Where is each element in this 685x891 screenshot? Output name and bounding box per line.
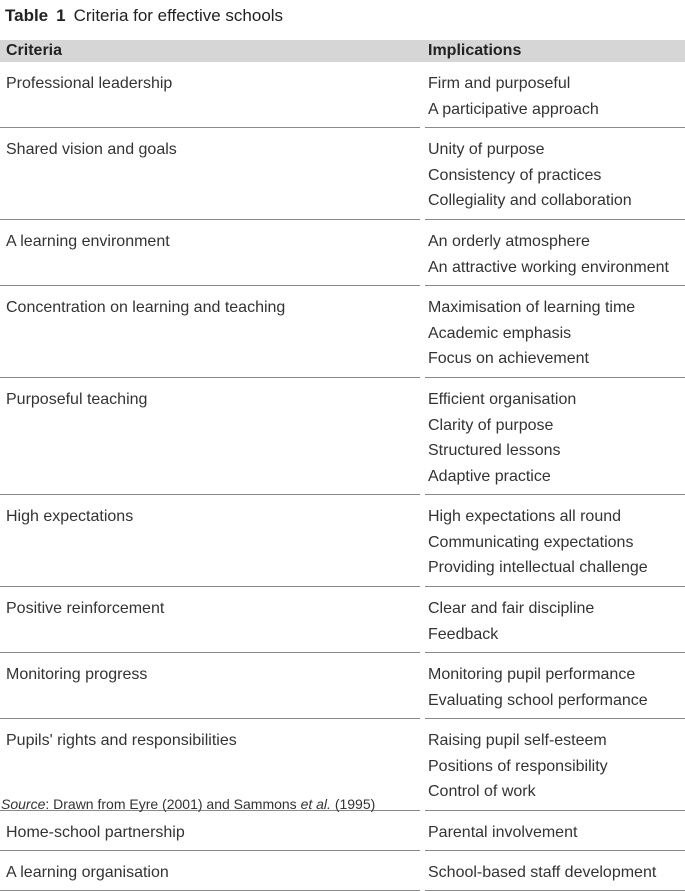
implications-cell (428, 860, 656, 886)
criteria-cell: Purposeful teaching (6, 391, 148, 408)
table-row (0, 62, 685, 128)
source-prefix: Source (1, 796, 46, 812)
implications-cell (428, 387, 576, 490)
table-row (0, 851, 685, 891)
implications-cell (428, 295, 635, 372)
implications-cell (428, 137, 632, 214)
criteria-cell: Professional leadership (6, 75, 173, 92)
criteria-cell: High expectations (6, 508, 134, 525)
implication-item: A participative approach (428, 100, 599, 118)
criteria-cell: Shared vision and goals (6, 141, 177, 158)
implication-item: School-based staff development (428, 864, 657, 881)
implication-item: Focus on achievement (428, 350, 589, 368)
criteria-cell: Positive reinforcement (6, 600, 165, 617)
implications-cell (428, 71, 599, 122)
implication-item: Evaluating school performance (428, 691, 648, 709)
implication-item: Raising pupil self-esteem (428, 732, 607, 749)
implication-item: Consistency of practices (428, 166, 602, 184)
table-row (0, 495, 685, 587)
implication-item: Maximisation of learning time (428, 299, 636, 316)
implication-item: Positions of responsibility (428, 757, 608, 775)
criteria-table (0, 40, 685, 891)
table-row (0, 378, 685, 495)
implication-item: Clear and fair discipline (428, 600, 595, 617)
table-row (0, 220, 685, 286)
source-text-before: : Drawn from Eyre (2001) and Sammons (45, 796, 301, 812)
source-et-al: et al. (300, 796, 331, 812)
table-caption-label: Table (5, 6, 49, 25)
table-header-row (0, 40, 685, 62)
implication-item: Unity of purpose (428, 141, 545, 158)
implication-item: Adaptive practice (428, 468, 551, 486)
implications-cell (428, 596, 594, 647)
criteria-cell: A learning organisation (6, 864, 169, 881)
implication-item: An orderly atmosphere (428, 233, 590, 250)
implication-item: High expectations all round (428, 508, 622, 525)
implication-item: Monitoring pupil performance (428, 666, 636, 683)
implication-item: Collegiality and collaboration (428, 192, 632, 210)
table-row (0, 286, 685, 378)
implication-item: Firm and purposeful (428, 75, 571, 92)
implication-item: Feedback (428, 625, 499, 643)
implications-cell (428, 662, 648, 713)
implication-item: Communicating expectations (428, 533, 634, 551)
source-text-after: (1995) (330, 796, 376, 812)
criteria-cell: Concentration on learning and teaching (6, 299, 286, 316)
implications-cell (428, 728, 608, 805)
implications-cell (428, 229, 669, 280)
implications-cell (428, 504, 648, 581)
criteria-cell: Pupils' rights and responsibilities (6, 732, 237, 749)
implication-item: An attractive working environment (428, 258, 669, 276)
table-caption (5, 6, 283, 26)
source-note (1, 796, 375, 812)
implication-item: Providing intellectual challenge (428, 559, 648, 577)
implication-item: Control of work (428, 783, 536, 801)
implications-cell (428, 820, 577, 846)
criteria-cell: Home-school partnership (6, 824, 185, 841)
implication-item: Clarity of purpose (428, 416, 554, 434)
table-row (0, 653, 685, 719)
table-row (0, 128, 685, 220)
table-body (0, 62, 685, 891)
criteria-cell: Monitoring progress (6, 666, 148, 683)
table-row (0, 587, 685, 653)
implication-item: Structured lessons (428, 442, 561, 460)
implication-item: Academic emphasis (428, 324, 572, 342)
criteria-cell: A learning environment (6, 233, 170, 250)
implication-item: Efficient organisation (428, 391, 577, 408)
column-header-implications: Implications (428, 42, 522, 59)
column-header-criteria: Criteria (6, 42, 63, 59)
implication-item: Parental involvement (428, 824, 578, 841)
table-row (0, 811, 685, 851)
table-caption-number: 1 (56, 6, 66, 25)
table-caption-title: Criteria for effective schools (73, 6, 284, 25)
